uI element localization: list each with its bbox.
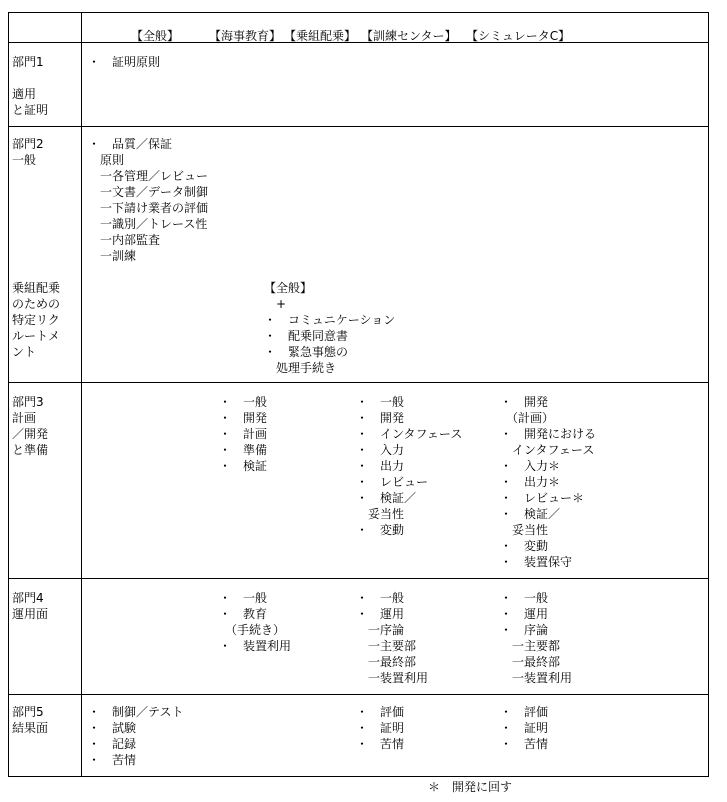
section-1-general: ・ 証明原則 — [88, 55, 161, 69]
section-5-simulator: ・ 評価 ・ 証明 ・ 苦情 — [500, 705, 549, 751]
section-5-label: 部門5 結果面 — [12, 705, 49, 735]
section-3-training-center: ・ 一般 ・ 開発 ・ インタフェース ・ 入力 ・ 出力 ・ レビュー ・ 検証／ 妥当性 ・ 変動 — [356, 395, 463, 537]
section-3-education: ・ 一般 ・ 開発 ・ 計画 ・ 準備 ・ 検証 — [219, 395, 268, 473]
section-1-label: 部門1 適用 と証明 — [12, 55, 49, 117]
header-general: 【全般】 — [131, 29, 180, 43]
row-divider — [9, 694, 708, 695]
row-divider — [9, 126, 708, 127]
section-3-simulator: ・ 開発 （計画） ・ 開発における インタフェース ・ 入力＊ ・ 出力＊ ・ レビュー＊ ・ 検証／ 妥当性 ・ 変動 ・ 装置保守 — [500, 395, 597, 569]
section-2-crew-label: 乗組配乗 のための 特定リク ルートメ ント — [12, 281, 61, 359]
header-maritime-education: 【海事教育】 — [209, 29, 282, 43]
section-2-general: ・ 品質／保証 原則 一各管理／レビュー 一文書／データ制御 一下請け業者の評価 一識別／トレース性 一内部監査 一訓練 — [88, 137, 209, 263]
section-4-education: ・ 一般 ・ 教育 （手続き） ・ 装置利用 — [219, 591, 292, 653]
section-4-training-center: ・ 一般 ・ 運用 一序論 一主要部 一最終部 一装置利用 — [356, 591, 429, 685]
section-5-general: ・ 制御／テスト ・ 試験 ・ 記録 ・ 苦情 — [88, 705, 184, 767]
section-2-crew-items: 【全般】 + ・ コミュニケーション ・ 配乗同意書 ・ 緊急事態の 処理手続き — [264, 281, 396, 375]
section-4-label: 部門4 運用面 — [12, 591, 49, 621]
row-divider — [9, 42, 708, 43]
header-training-center: 【訓練センター】 — [361, 29, 457, 43]
header-crew-manning: 【乗組配乗】 — [284, 29, 357, 43]
section-4-simulator: ・ 一般 ・ 運用 ・ 序論 一主要都 一最終部 一装置利用 — [500, 591, 573, 685]
row-divider — [9, 578, 708, 579]
footnote: ＊ 開発に回す — [428, 780, 513, 794]
column-divider — [81, 13, 82, 776]
section-5-training-center: ・ 評価 ・ 証明 ・ 苦情 — [356, 705, 405, 751]
header-simulator-c: 【シミュレータC】 — [466, 29, 571, 43]
section-3-label: 部門3 計画 ／開発 と準備 — [12, 395, 49, 457]
row-divider — [9, 382, 708, 383]
section-2-label: 部門2 一般 — [12, 137, 44, 167]
